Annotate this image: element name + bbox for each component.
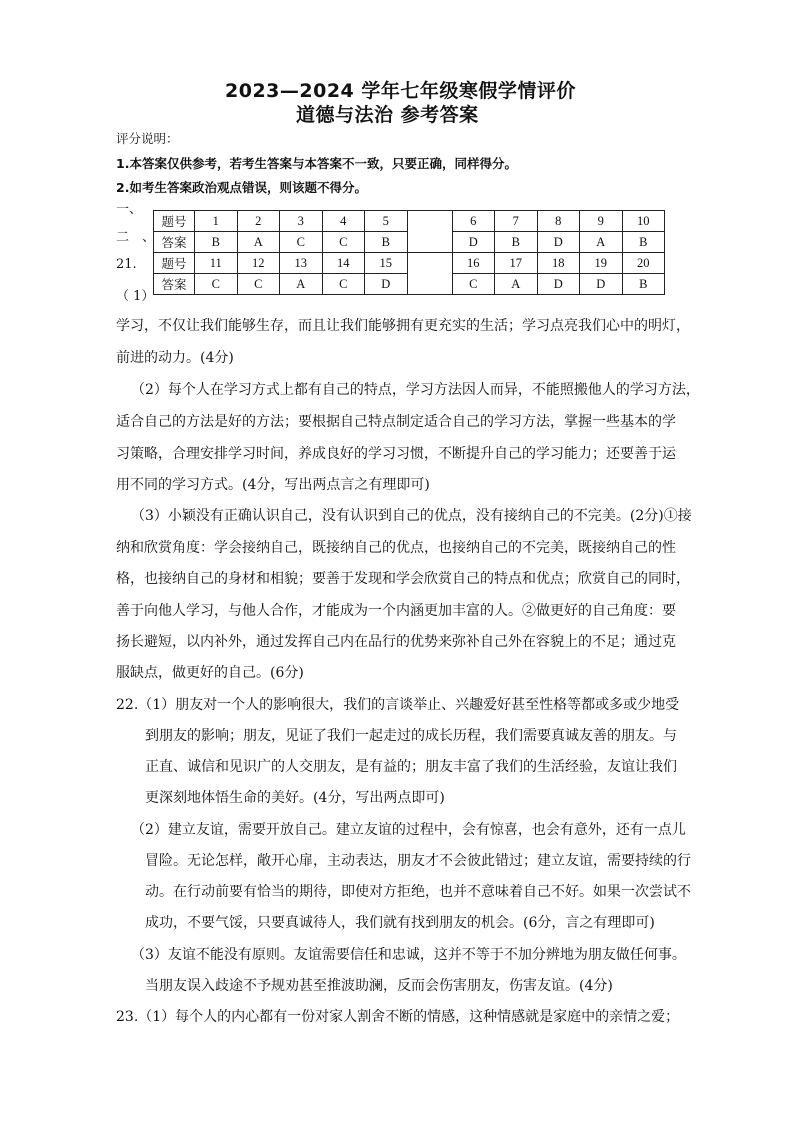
- question-21-number: 21.: [116, 257, 137, 272]
- table-cell: B: [365, 232, 408, 253]
- table-cell: 6: [452, 211, 495, 232]
- question-21-sub1-label: （ 1）: [116, 289, 155, 304]
- table-cell: B: [195, 232, 238, 253]
- table-cell: B: [622, 232, 665, 253]
- table-header-cell: 题号: [154, 253, 195, 274]
- table-cell: 9: [580, 211, 623, 232]
- table-cell: D: [452, 232, 495, 253]
- section-one-mark: 一、: [116, 202, 143, 217]
- table-cell: 11: [195, 253, 238, 274]
- table-cell: 16: [452, 253, 495, 274]
- table-cell: A: [280, 274, 323, 295]
- q22-answer-1-line: 22.（1）朋友对一个人的影响很大，我们的言谈举止、兴趣爱好甚至性格等都或多或少地受: [116, 697, 680, 713]
- table-cell: 12: [237, 253, 280, 274]
- section-two-dunhao: 、: [142, 230, 156, 245]
- q22-answer-2-line: （2）建立友谊，需要开放自己。建立友谊的过程中，会有惊喜，也会有意外，还有一点儿: [131, 822, 686, 838]
- table-cell: 18: [537, 253, 580, 274]
- q21-answer-2-line: 适合自己的方法是好的方法；要根据自己特点制定适合自己的学习方法，掌握一些基本的学: [116, 414, 676, 430]
- table-cell: 14: [322, 253, 365, 274]
- scoring-note-2: 2.如考生答案政治观点错误，则该题不得分。: [116, 180, 367, 195]
- q21-answer-2-line: （2）每个人在学习方式上都有自己的特点，学习方法因人而异，不能照搬他人的学习方法，: [131, 382, 700, 398]
- q22-answer-1-line: 更深刻地体悟生命的美好。(4分，写出两点即可): [145, 790, 445, 806]
- table-cell: 3: [280, 211, 323, 232]
- table-cell: 20: [622, 253, 665, 274]
- table-row: [154, 253, 665, 274]
- q21-answer-2-line: 用不同的学习方式。(4分，写出两点言之有理即可): [116, 477, 430, 493]
- table-cell: 4: [322, 211, 365, 232]
- table-cell: A: [495, 274, 538, 295]
- table-cell: D: [365, 274, 408, 295]
- table-cell: C: [322, 274, 365, 295]
- table-cell: D: [537, 274, 580, 295]
- table-cell: A: [237, 232, 280, 253]
- table-cell: 1: [195, 211, 238, 232]
- table-header-cell: 答案: [154, 232, 195, 253]
- q21-answer-3-line: （3）小颖没有正确认识自己，没有认识到自己的优点，没有接纳自己的不完美。(2分)①接: [131, 508, 692, 524]
- table-cell: D: [580, 274, 623, 295]
- table-cell: C: [452, 274, 495, 295]
- table-cell: C: [237, 274, 280, 295]
- table-gap-cell: [407, 211, 452, 253]
- q22-answer-3-line: （3）友谊不能没有原则。友谊需要信任和忠诚，这并不等于不加分辨地为朋友做任何事。: [131, 947, 686, 963]
- scoring-notes-heading: 评分说明：: [116, 131, 179, 146]
- table-cell: C: [280, 232, 323, 253]
- table-header-cell: 题号: [154, 211, 195, 232]
- answer-table: [153, 210, 665, 295]
- q21-answer-3-line: 纳和欣赏角度：学会接纳自己，既接纳自己的优点，也接纳自己的不完美，既接纳自己的性: [116, 540, 676, 556]
- table-cell: 10: [622, 211, 665, 232]
- q21-answer-3-line: 格，也接纳自己的身材和相貌；要善于发现和学会欣赏自己的特点和优点；欣赏自己的同时，: [116, 571, 690, 587]
- table-cell: 8: [537, 211, 580, 232]
- table-cell: 13: [280, 253, 323, 274]
- q21-answer-2-line: 习策略，合理安排学习时间，养成良好的学习习惯，不断提升自己的学习能力；还要善于运: [116, 446, 676, 462]
- table-gap-cell: [407, 253, 452, 295]
- table-cell: 19: [580, 253, 623, 274]
- scoring-note-1: 1.本答案仅供参考，若考生答案与本答案不一致，只要正确，同样得分。: [116, 156, 517, 171]
- table-cell: A: [580, 232, 623, 253]
- table-cell: C: [195, 274, 238, 295]
- q21-answer-3-line: 扬长避短，以内补外，通过发挥自己内在品行的优势来弥补自己外在容貌上的不足；通过克: [116, 634, 676, 650]
- q21-answer-3-line: 善于向他人学习，与他人合作，才能成为一个内涵更加丰富的人。②做更好的自己角度：要: [116, 603, 676, 619]
- table-cell: 15: [365, 253, 408, 274]
- table-cell: C: [322, 232, 365, 253]
- q22-answer-2-line: 动。在行动前要有恰当的期待，即使对方拒绝，也并不意味着自己不好。如果一次尝试不: [145, 884, 691, 900]
- q23-answer-1-line: 23.（1）每个人的内心都有一份对家人割舍不断的情感，这种情感就是家庭中的亲情之爱；: [116, 1009, 680, 1025]
- q22-answer-1-line: 到朋友的影响；朋友，见证了我们一起走过的成长历程，我们需要真诚友善的朋友。与: [145, 728, 677, 744]
- table-cell: B: [622, 274, 665, 295]
- table-cell: B: [495, 232, 538, 253]
- q22-answer-2-line: 成功，不要气馁，只要真诚待人，我们就有找到朋友的机会。(6分，言之有理即可): [145, 915, 655, 931]
- table-cell: D: [537, 232, 580, 253]
- table-row: [154, 211, 665, 232]
- q22-answer-3-line: 当朋友误入歧途不予规劝甚至推波助澜，反而会伤害朋友，伤害友谊。(4分): [145, 978, 613, 994]
- table-cell: 2: [237, 211, 280, 232]
- q22-answer-2-line: 冒险。无论怎样，敞开心扉，主动表达，朋友才不会彼此错过；建立友谊，需要持续的行: [145, 853, 691, 869]
- q22-answer-1-line: 正直、诚信和见识广的人交朋友，是有益的；朋友丰富了我们的生活经验，友谊让我们: [145, 759, 677, 775]
- page-title-line2: 道德与法治 参考答案: [296, 104, 479, 126]
- table-cell: 7: [495, 211, 538, 232]
- section-two-mark: 二: [116, 230, 130, 245]
- q21-answer-1-line: 前进的动力。(4分): [116, 350, 234, 366]
- q21-answer-3-line: 服缺点，做更好的自己。(6分): [116, 665, 304, 681]
- page-title-line1: 2023—2024 学年七年级寒假学情评价: [225, 80, 576, 102]
- table-cell: 5: [365, 211, 408, 232]
- q21-answer-1-line: 学习，不仅让我们能够生存，而且让我们能够拥有更充实的生活；学习点亮我们心中的明灯，: [116, 318, 690, 334]
- table-header-cell: 答案: [154, 274, 195, 295]
- table-cell: 17: [495, 253, 538, 274]
